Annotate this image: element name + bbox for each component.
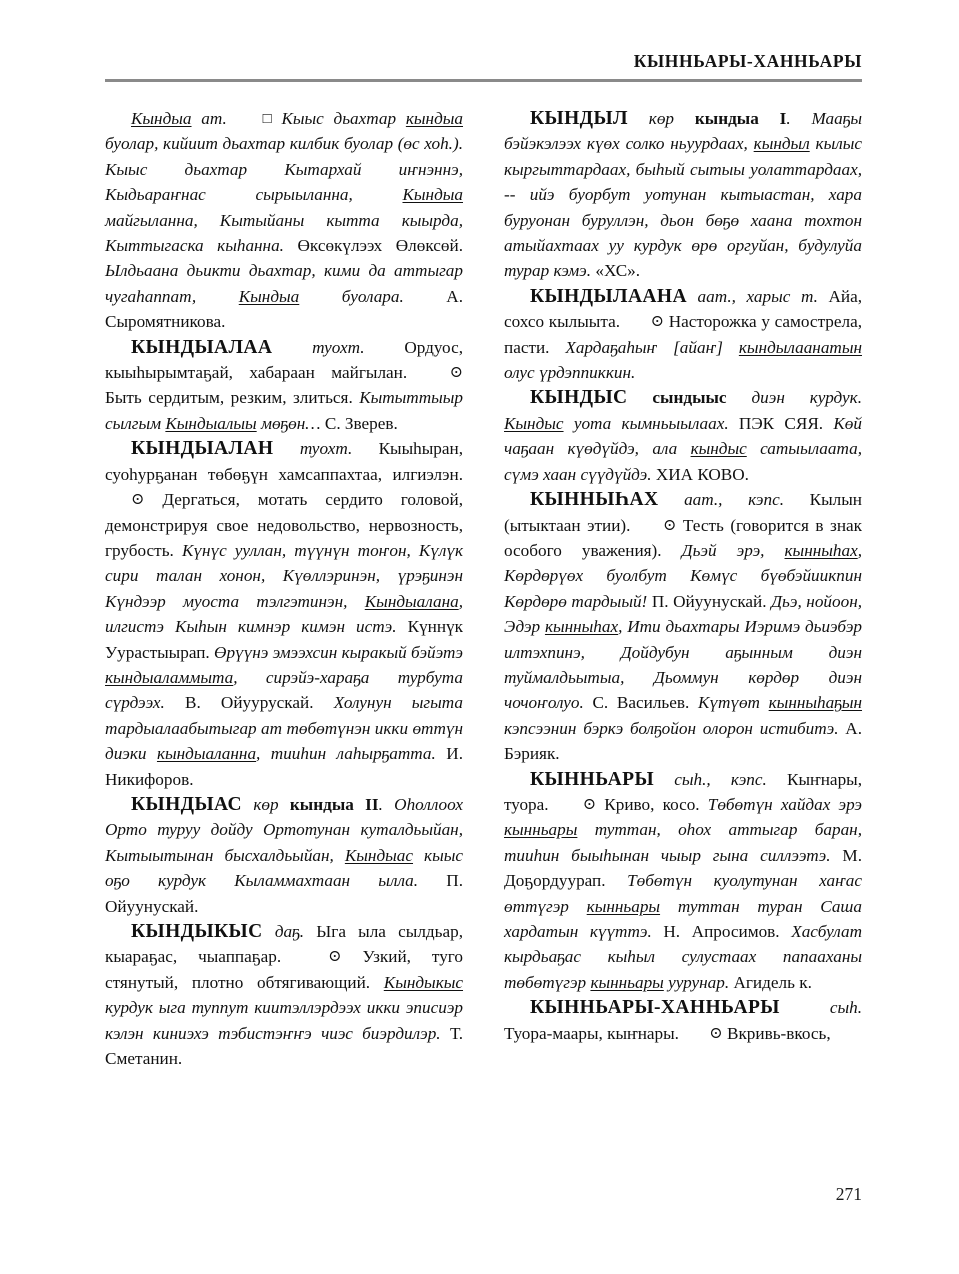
dictionary-entry: [105, 792, 463, 919]
entry-grammar-label: туохт.: [312, 337, 365, 357]
entry-example-text: кыыс оҕо курдук Кыламмахтаан ылла.: [105, 845, 464, 891]
header-rule-divider: [105, 79, 862, 82]
entry-keyword: Кындыкыс: [383, 972, 464, 992]
entry-variant-form: сындыыс: [652, 388, 727, 408]
entry-keyword: кындыл: [753, 134, 810, 154]
entry-keyword: кынньары: [586, 896, 661, 916]
entry-source-citation: «ХС».: [595, 261, 641, 281]
entry-source-citation: В. Ойуурускай.: [184, 693, 314, 713]
entry-example-text: . Оһоллоох Орто туруу дойду Ортотунан куталдьыйан, Кытыытынан бысхалдьыйан,: [105, 794, 464, 865]
entry-headword: КЫННЬАРЫ: [530, 768, 655, 790]
entry-keyword: кынныһах: [784, 540, 858, 560]
entry-grammar-label: сыһ., кэпс.: [674, 769, 767, 789]
entry-sakha-definition: Айа, сохсо кылыыта.: [504, 286, 863, 332]
entry-keyword: кындыаламмыта: [105, 667, 234, 687]
entry-grammar-label: даҕ.: [274, 922, 305, 941]
entry-source-citation: Н. Апросимов.: [663, 922, 780, 941]
sense-circle-marker: ⊙: [662, 516, 677, 534]
entry-headword: КЫНДЫАЛАА: [131, 336, 273, 358]
entry-variant-note: диэн курдук.: [751, 388, 862, 408]
entry-see-label: көр: [648, 109, 675, 128]
entry-example-text: Дьэ, нойоон, Эдэр: [504, 591, 863, 637]
entry-sakha-definition: Туора-маары, кыҥнары.: [504, 1023, 679, 1043]
entry-example-text: Хасбулат кырдьаҕас кыһыл сулустаах папааханы төбөтүгэр: [504, 922, 862, 992]
entry-example-text: кылыс кыргыттардаах, быһый сытыы уолаттардаах, -- ийэ буорбут уотунан кытыастан, хара буруонан буруллэн, дьон бөҕө хаана тохтон атыйахтаах уу курдук өрө оргуйан, будулуйа турар кэмэ.: [504, 134, 862, 281]
sense-circle-marker: ⊙: [582, 795, 597, 813]
entry-example-text: Хардаҕаһыҥ [айаҥ]: [565, 337, 739, 357]
entry-source-citation: С. Зверев.: [324, 413, 398, 433]
running-head: КЫННЬАРЫ-ХАННЬАРЫ: [633, 51, 862, 71]
sense-circle-marker: ⊙: [328, 948, 342, 966]
entry-example-text: , Ити дьахтары Иэримэ дьиэбэр илтэхпинэ, Дойдубун аҕынным диэн туймалдьытыа, Дьоммун көрдөр диэн чочоҥолуо.: [504, 617, 862, 713]
dictionary-entry: [105, 919, 463, 1071]
entry-source-citation: П. Ойуунускай.: [651, 591, 767, 611]
entry-source-citation: А. Сыромятникова.: [105, 286, 464, 332]
entry-source-citation: И. Никифоров.: [105, 744, 463, 789]
entry-example-text: туттан туран Саша хардатын күүттэ.: [504, 896, 862, 941]
entry-grammar-label: ат.: [201, 109, 227, 128]
entry-keyword: Кындыалана: [364, 591, 459, 611]
entry-russian-definition: Вкривь-вкось,: [726, 1023, 831, 1043]
sense-circle-marker: ⊙: [650, 313, 665, 331]
entry-keyword: кынныһах: [544, 617, 619, 637]
entry-source-citation: А. Бэрияк.: [504, 718, 863, 764]
dictionary-entry: [504, 487, 862, 766]
entry-keyword: кынньары: [590, 972, 664, 992]
entry-sakha-definition: Кылын (ытыктаан этии).: [504, 490, 862, 535]
entry-example-text: мөҕөн…: [256, 413, 321, 433]
entry-headword: КЫНДЫАС: [131, 793, 243, 815]
entry-russian-definition: Быть сердитым, резким, злиться.: [105, 388, 353, 408]
entry-sakha-definition: Кыыһыран, суоһурҕанан төбөҕүн хамсаппахтаа, илгиэлэн.: [105, 439, 464, 484]
entry-example-text: , сирэйэ-хараҕа турбута сүрдээх.: [105, 667, 463, 713]
dictionary-entry: [105, 436, 463, 792]
entry-russian-definition: Дергаться, мотать сердито головой, демонстрируя свое недовольство, нервозность, грубость.: [105, 490, 463, 560]
dictionary-entry: [504, 106, 862, 284]
right-column: [504, 106, 862, 1166]
sense-circle-marker: ⊙: [449, 364, 463, 382]
entry-sakha-definition: Кыҥнары, туора.: [504, 769, 863, 814]
page-number: 271: [835, 1184, 862, 1204]
entry-sakha-definition: Ордуос, кыыһырымтаҕай, хабараан майгылан.: [105, 337, 463, 383]
entry-source-citation: ХИА КОВО.: [655, 464, 749, 484]
entry-example-text: Кытыттыыр сылгым: [105, 388, 464, 433]
entry-keyword: Кындыас: [344, 845, 414, 865]
entry-keyword: кынныһаҕын: [768, 693, 863, 713]
entry-sakha-definition: Ыга ыла сылдьар, кыараҕас, чыаппаҕар.: [105, 922, 464, 967]
entry-keyword: Кындыалыы: [165, 413, 257, 433]
entry-grammar-label: туохт.: [299, 439, 353, 459]
entry-source-citation: П. Ойуунускай.: [105, 871, 463, 916]
entry-see-label: көр: [253, 794, 279, 814]
entry-example-text: майгыланна, Кытыйаны кытта кыырда, Кыттыгаска кыһанна.: [105, 210, 463, 256]
entry-headword: КЫНДЫКЫС: [131, 921, 263, 942]
entry-example-text: Ылдьаана дьикти дьахтар, кими да аттыгар чугаһаппат,: [105, 261, 463, 306]
entry-example-text: буолара.: [299, 286, 404, 306]
entry-sense-numeral: I: [779, 109, 787, 128]
entry-example-text: Көй чаҕаан күөдүйдэ, ала: [504, 413, 862, 459]
entry-keyword: кындыа: [405, 109, 464, 128]
entry-grammar-label: аат., кэпс.: [684, 490, 785, 510]
entry-example-text: уота кымньыылаах.: [563, 413, 729, 433]
entry-grammar-label: сыһ.: [829, 998, 862, 1018]
sense-circle-marker: ⊙: [131, 491, 145, 509]
entry-example-text: Өрүүнэ эмээхсин кыракый бэйэтэ: [214, 642, 463, 662]
entry-grammar-label: аат., харыс т.: [697, 286, 818, 306]
entry-source-citation: С. Васильев.: [592, 693, 690, 713]
entry-keyword: Кындыс: [504, 413, 564, 433]
entry-cross-reference: кындыа: [289, 794, 354, 814]
entry-example-text: уурунар.: [663, 972, 730, 992]
entry-example-text: сатыылаата, сүмэ хаан сүүдүйдэ.: [504, 439, 862, 484]
entry-example-text: , Көрдөрүөх буолбут Көмүс бүөбэйиикпин Көрдөрө тардыый!: [504, 540, 863, 611]
dictionary-entry: [504, 995, 862, 1046]
entry-headword: КЫННЬАРЫ-ХАННЬАРЫ: [530, 997, 780, 1019]
entry-example-text: Дьэй эрэ,: [681, 540, 785, 560]
entry-example-text: олус үрдэппиккин.: [504, 363, 636, 383]
entry-source-citation: Күннүк Уурастыырап.: [105, 617, 464, 662]
dictionary-entry: [105, 106, 463, 335]
entry-headword: КЫНДЫАЛАН: [131, 438, 274, 460]
entry-example-text: кэпсээнин бэркэ болҕойон олорон истибитэ.: [504, 718, 839, 738]
sense-circle-marker: ⊙: [709, 1024, 723, 1042]
entry-headword: Кындыа: [131, 109, 192, 128]
entry-russian-definition: Тесть (говорится в знак особого уважения).: [504, 515, 863, 560]
entry-example-text: . Мааҕы бэйэкэлээх күөх солко ньуурдаах,: [504, 109, 863, 154]
phrase-square-marker: □: [262, 111, 272, 127]
dictionary-columns: [105, 106, 862, 1166]
entry-keyword: кындылаанатын: [738, 337, 862, 357]
entry-source-citation: М. Доҕордуурап.: [504, 845, 863, 891]
entry-example-text: курдук ыга туппут киитэллэрдээх икки эписиэр кэлэн киниэхэ тэбистэҥҥэ чиэс биэрдилэр.: [105, 998, 463, 1043]
dictionary-entry: [504, 284, 862, 386]
entry-cross-reference: кындыа: [694, 109, 759, 128]
entry-headword: КЫНДЫЛААНА: [530, 285, 687, 307]
dictionary-entry: [504, 385, 862, 487]
entry-russian-definition: Узкий, туго стянутый, плотно обтягивающий.: [105, 947, 464, 992]
entry-example-text: , тииһин лаһырҕатта.: [256, 744, 436, 764]
entry-headword: КЫННЫҺАХ: [530, 489, 659, 511]
entry-example-text: Күтүөт: [697, 693, 769, 713]
entry-keyword: кындыаланна: [156, 744, 257, 764]
entry-example-text: Төбөтүн куолутунан хаҥас өттүгэр: [504, 871, 863, 916]
entry-example-text: , илгистэ Кыһын кимнэр кимэн истэ.: [105, 591, 463, 637]
dictionary-entry: [105, 335, 463, 437]
entry-source-citation: Өксөкүлээх Өлөксөй.: [297, 236, 463, 256]
entry-headword: КЫНДЫЛ: [530, 108, 628, 129]
entry-example-text: Төбөтүн хайдах эрэ: [707, 794, 863, 814]
entry-example-text: Кыыс дьахтар: [281, 109, 406, 128]
entry-source-citation: Агидель к.: [733, 972, 812, 992]
entry-headword: КЫНДЫС: [530, 387, 628, 409]
entry-example-text: буолар, кийиит дьахтар килбик буолар (өс хоһ.). Кыыс дьахтар Кытархай иҥнэннэ, Кыдьараҥнас сырыыланна,: [105, 134, 463, 205]
entry-keyword: кындыс: [690, 439, 747, 459]
entry-russian-definition: Насторожка у самострела, пасти.: [504, 312, 863, 357]
dictionary-entry: [504, 767, 862, 996]
left-column: [105, 106, 463, 1166]
entry-source-citation: Т. Сметанин.: [105, 1023, 464, 1069]
entry-example-text: туттан, оһох аттыгар баран, тииһин быыһынан чыыр гына силлээтэ.: [504, 820, 862, 865]
entry-keyword: кынньары: [504, 820, 578, 840]
entry-keyword: Кындыа: [402, 185, 463, 205]
entry-example-text: Холунун ыгыта тардыалаабытыгар ат төбөтүнэн икки өттүн диэки: [105, 693, 463, 764]
entry-example-text: Күнүс ууллан, түүнүн тоҥон, Күлүк сири талан хонон, Күөллэринэн, үрэҕинэн Күндээр муоста тэлгэтинэн,: [105, 540, 464, 611]
entry-russian-definition: Криво, косо.: [604, 794, 700, 814]
entry-sense-numeral: II: [365, 794, 379, 814]
entry-source-citation: ПЭК СЯЯ.: [738, 413, 824, 433]
entry-keyword: Кындыа: [238, 286, 300, 306]
